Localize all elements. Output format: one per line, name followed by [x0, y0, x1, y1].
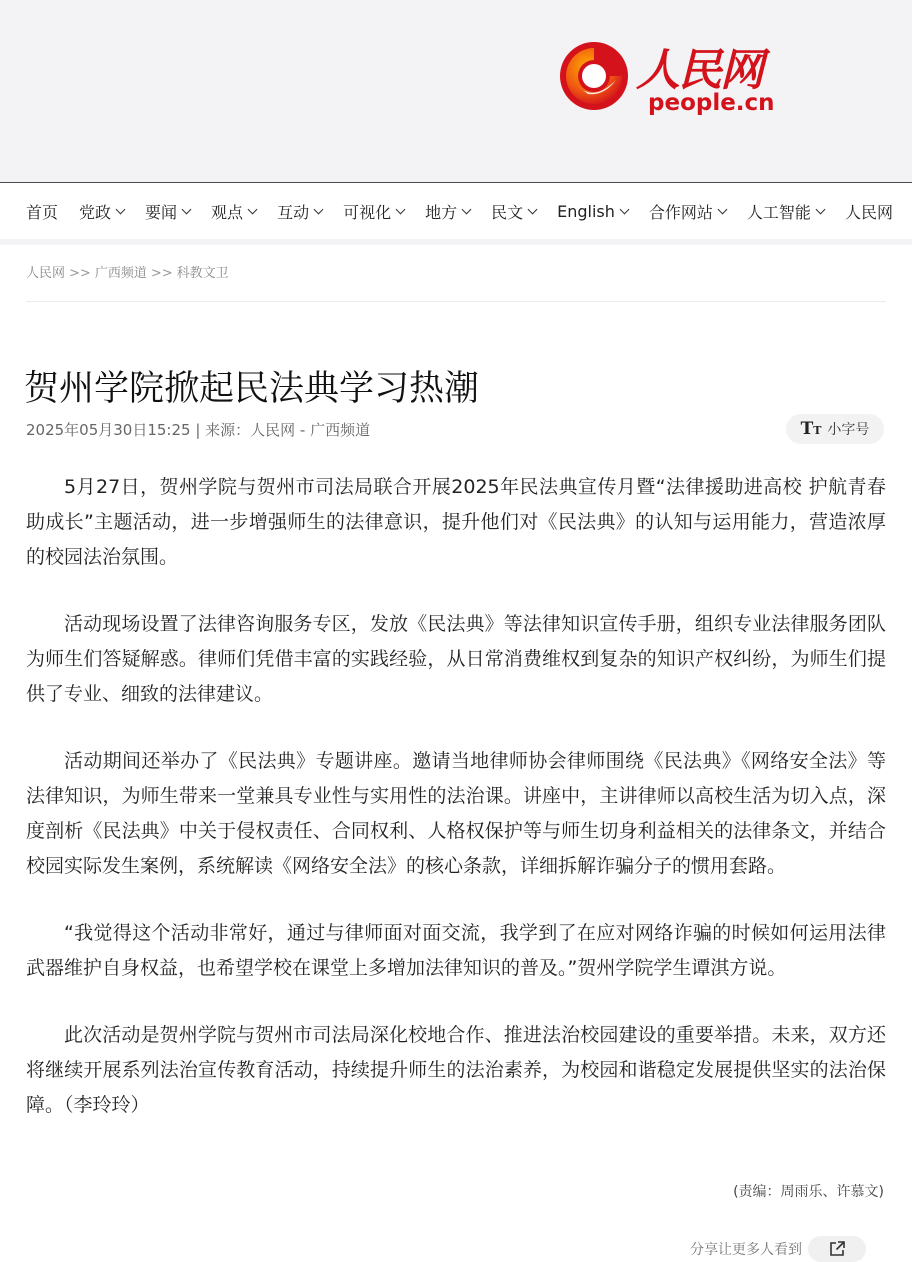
chevron-down-icon [314, 205, 324, 215]
nav-item[interactable] [343, 183, 404, 240]
nav-item[interactable] [649, 183, 726, 240]
chevron-down-icon [462, 205, 472, 215]
logo-chinese-text: 人民网 [636, 45, 762, 96]
nav-item-label: 地方 [425, 203, 458, 222]
editor-credit: (责编：周雨乐、许慕文) [733, 1184, 884, 1200]
nav-item-label: English [557, 202, 615, 221]
nav-item[interactable] [425, 183, 470, 240]
nav-item-label: 民文 [491, 203, 524, 222]
share-button[interactable] [808, 1236, 866, 1262]
article-paragraph: “我觉得这个活动非常好，通过与律师面对面交流，我学到了在应对网络诈骗的时候如何运用法律武器维护自身权益，也希望学校在课堂上多增加法律知识的普及。”贺州学院学生谭淇方说。 [26, 922, 886, 979]
site-header [0, 0, 912, 182]
nav-item-label: 人民网 [844, 203, 893, 222]
article-meta: 2025年05月30日15:25 | 来源：人民网 - 广西频道 [26, 421, 371, 439]
logo-english-text: people.cn [648, 90, 775, 116]
nav-item-label: 党政 [79, 203, 112, 222]
chevron-down-icon [717, 205, 727, 215]
chevron-down-icon [182, 205, 192, 215]
chevron-down-icon [528, 205, 538, 215]
breadcrumb-separator: >> [150, 266, 173, 281]
main-nav [0, 182, 912, 240]
share-label: 分享让更多人看到 [690, 1242, 802, 1258]
share-icon [828, 1240, 846, 1258]
nav-item[interactable] [557, 183, 628, 240]
breadcrumb-home[interactable]: 人民网 [26, 266, 66, 281]
font-size-toggle-label: 小字号 [827, 422, 870, 438]
nav-item-label: 可视化 [343, 203, 392, 222]
chevron-down-icon [815, 205, 825, 215]
breadcrumb-section[interactable]: 科教文卫 [176, 266, 229, 281]
site-logo[interactable] [558, 38, 788, 118]
logo-emblem-icon [558, 40, 630, 112]
chevron-down-icon [116, 205, 126, 215]
nav-item[interactable] [26, 183, 58, 240]
font-size-icon: TT [800, 419, 822, 439]
divider [26, 301, 886, 302]
article-body [26, 470, 886, 1155]
chevron-down-icon [396, 205, 406, 215]
nav-item-label: 要闻 [145, 203, 178, 222]
article-title: 贺州学院掀起民法典学习热潮 [24, 369, 480, 410]
chevron-down-icon [248, 205, 258, 215]
nav-item-label: 合作网站 [648, 203, 713, 222]
breadcrumb [26, 262, 229, 281]
breadcrumb-channel[interactable]: 广西频道 [94, 266, 147, 281]
nav-item-label: 观点 [211, 203, 244, 222]
article-paragraph: 活动现场设置了法律咨询服务专区，发放《民法典》等法律知识宣传手册，组织专业法律服务团队为师生们答疑解惑。律师们凭借丰富的实践经验，从日常消费维权到复杂的知识产权纠纷，为师生们提供了专业、细致的法律建议。 [26, 613, 886, 705]
nav-list [26, 183, 912, 240]
nav-item-label: 人工智能 [746, 203, 811, 222]
nav-item[interactable] [145, 183, 190, 240]
nav-item[interactable] [747, 183, 824, 240]
nav-item[interactable] [277, 183, 322, 240]
nav-item[interactable] [79, 183, 124, 240]
nav-item[interactable] [491, 183, 536, 240]
nav-item[interactable] [845, 183, 893, 240]
nav-item[interactable] [211, 183, 256, 240]
chevron-down-icon [619, 205, 629, 215]
article-paragraph: 此次活动是贺州学院与贺州市司法局深化校地合作、推进法治校园建设的重要举措。未来，双方还将继续开展系列法治宣传教育活动，持续提升师生的法治素养，为校园和谐稳定发展提供坚实的法治保障。（李玲玲） [26, 1024, 886, 1116]
breadcrumb-separator: >> [69, 266, 91, 281]
nav-item-label: 首页 [26, 203, 59, 222]
article-paragraph: 5月27日，贺州学院与贺州市司法局联合开展2025年民法典宣传月暨“法律援助进高校 护航青春助成长”主题活动，进一步增强师生的法律意识，提升他们对《民法典》的认知与运用能力，营造浓厚的校园法治氛围。 [26, 476, 886, 568]
nav-band [0, 239, 912, 245]
nav-item-label: 互动 [277, 203, 310, 222]
article-paragraph: 活动期间还举办了《民法典》专题讲座。邀请当地律师协会律师围绕《民法典》《网络安全法》等法律知识，为师生带来一堂兼具专业性与实用性的法治课。讲座中，主讲律师以高校生活为切入点，深度剖析《民法典》中关于侵权责任、合同权利、人格权保护等与师生切身利益相关的法律条文，并结合校园实际发生案例，系统解读《网络安全法》的核心条款，详细拆解诈骗分子的惯用套路。 [26, 750, 886, 877]
share-bar [690, 1236, 866, 1262]
font-size-toggle-button[interactable] [786, 414, 884, 444]
